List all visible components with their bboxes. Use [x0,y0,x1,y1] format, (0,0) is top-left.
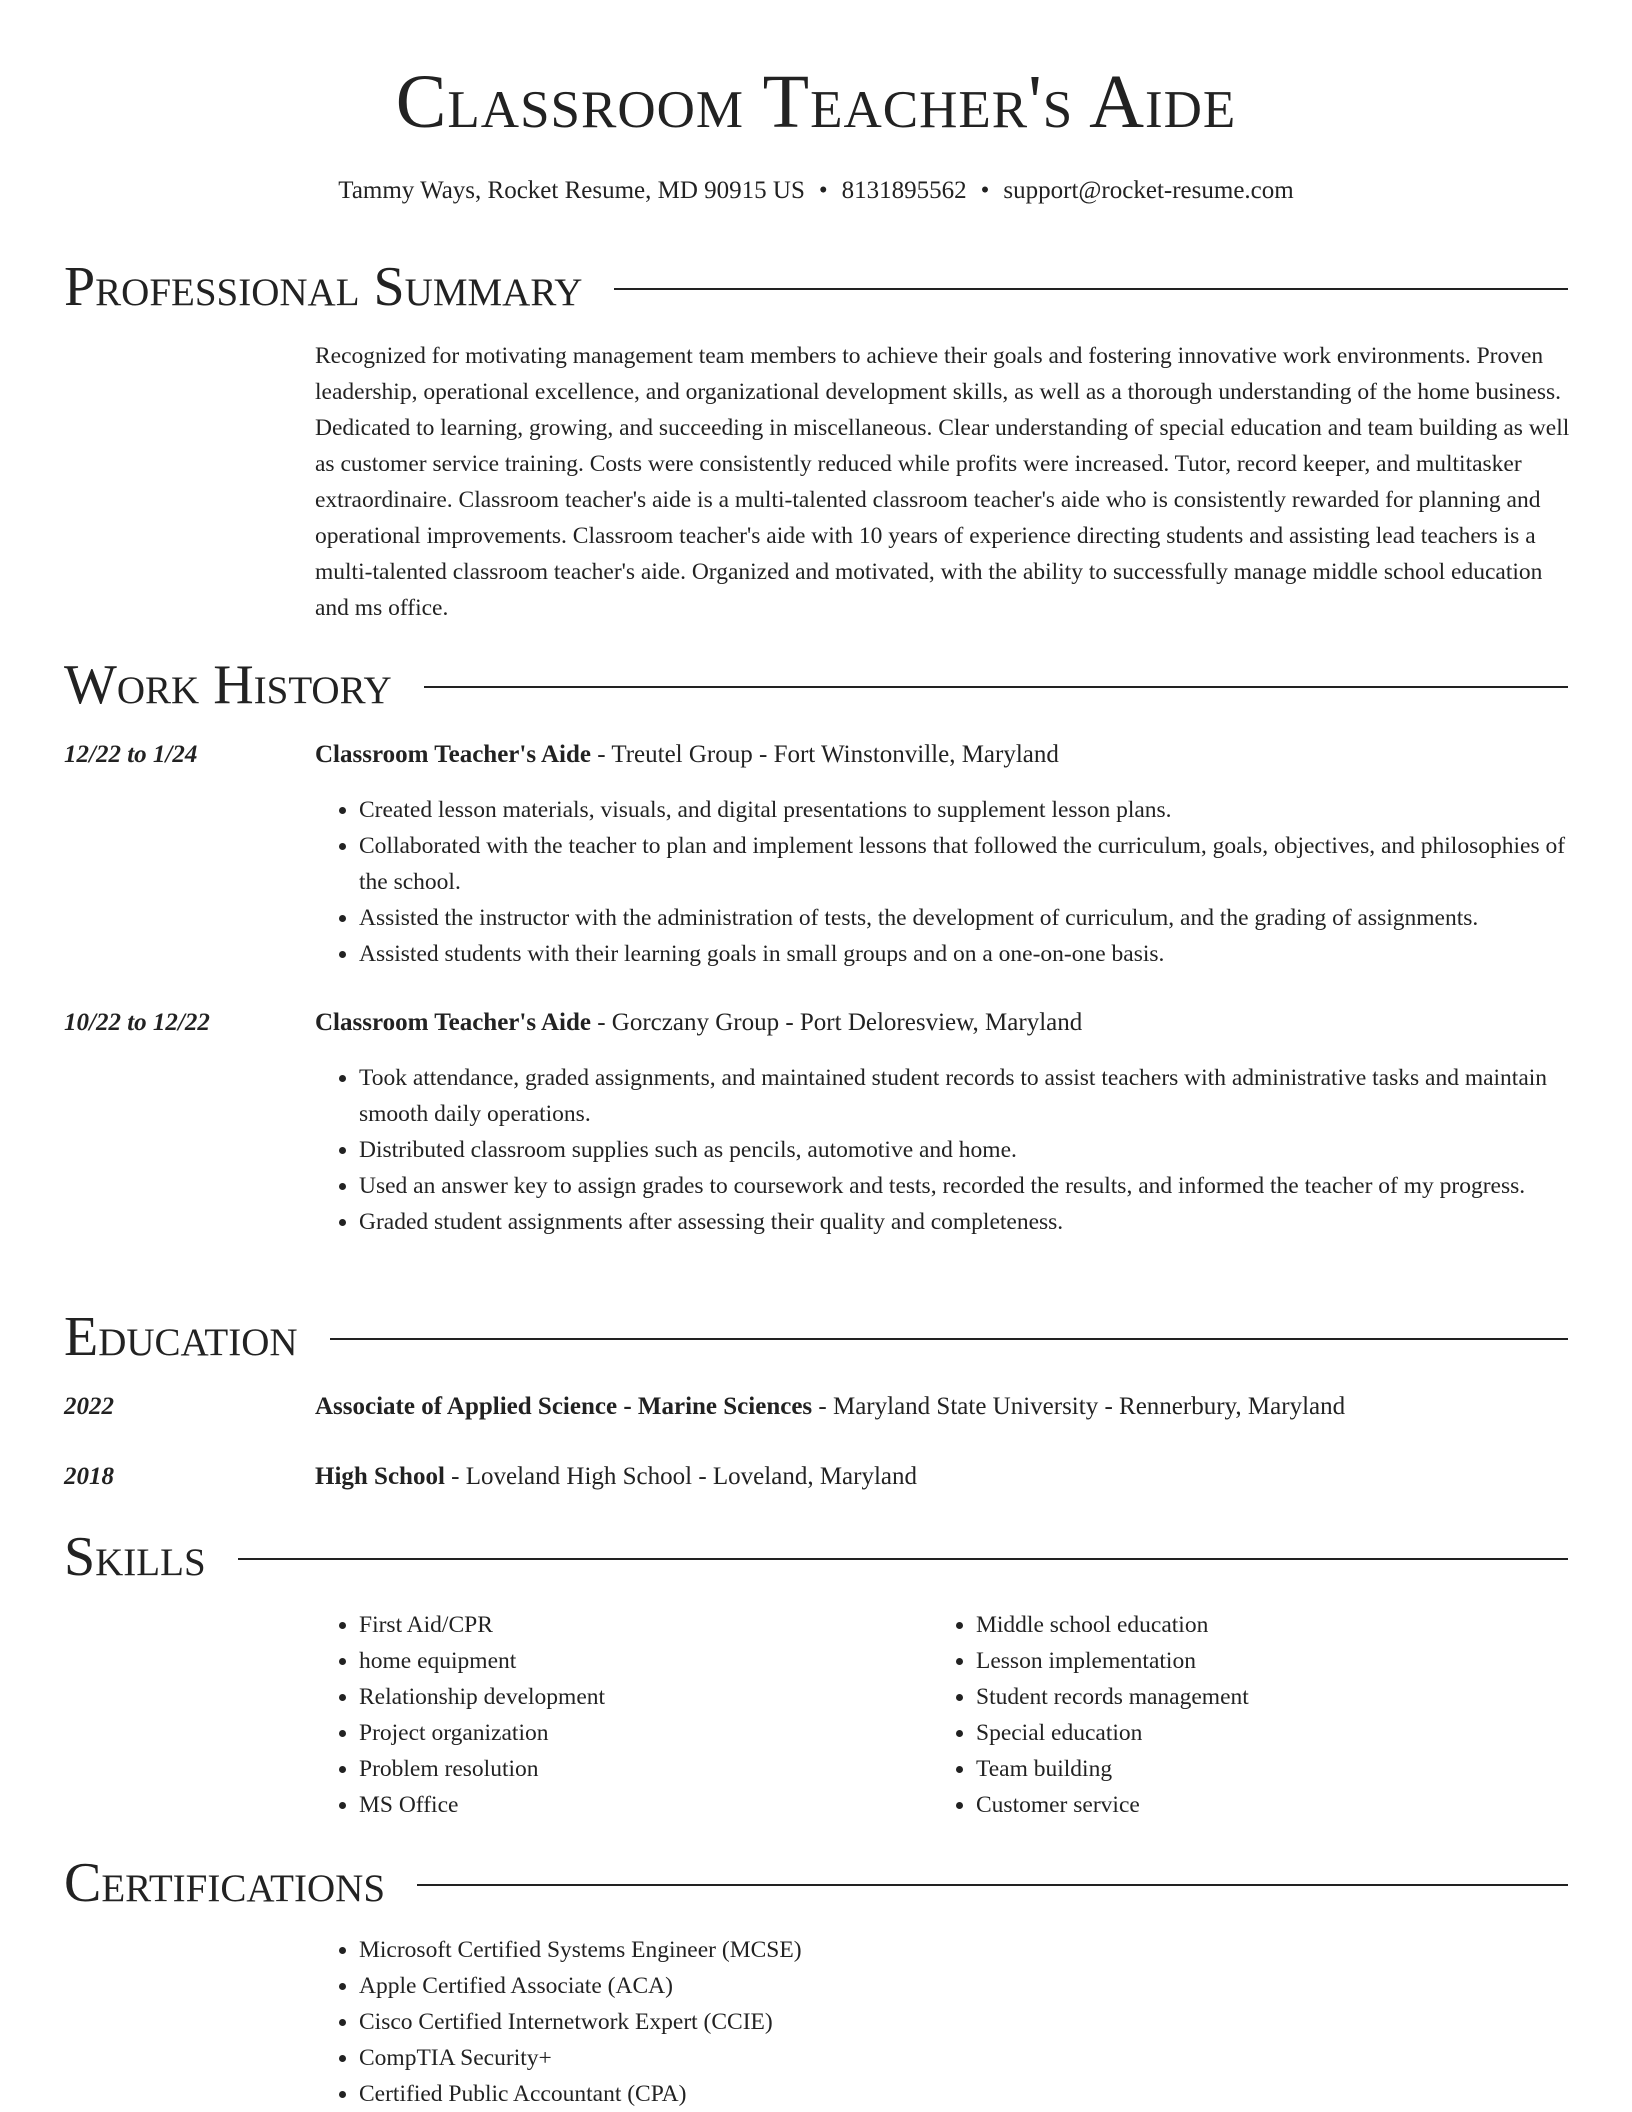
certification-item: • Certified Public Accountant (CPA) [359,2076,1559,2112]
list-item: • Created lesson materials, visuals, and digital presentations to supplement lesson plans. [359,792,1571,828]
section-heading-work-history [64,650,1568,720]
section-heading-summary [64,252,1568,322]
section-divider [417,1884,1568,1886]
job-heading [315,1006,1571,1040]
skills-list-left [315,1607,959,1823]
job-details: - Treutel Group - Fort Winstonville, Maryland [590,741,1059,768]
skill-item: • Student records management [976,1679,1576,1715]
job-dates: 10/22 to 12/22 [64,1009,210,1036]
job-bullets [315,792,1571,972]
education-degree: High School [315,1463,445,1490]
list-item: • Distributed classroom supplies such as pencils, automotive and home. [359,1132,1571,1168]
education-degree: Associate of Applied Science - Marine Sciences [315,1393,813,1420]
section-heading-label: Education [64,1306,298,1368]
skill-item: • Customer service [976,1787,1576,1823]
job-dates: 12/22 to 1/24 [64,741,198,768]
skill-item: • Problem resolution [359,1751,959,1787]
page-title: Classroom Teacher's Aide [395,60,1237,144]
contact-line [0,174,1632,208]
skill-item: • Lesson implementation [976,1643,1576,1679]
skill-item: • Middle school education [976,1607,1576,1643]
section-heading-education [64,1302,1568,1372]
skill-item: • Relationship development [359,1679,959,1715]
education-details: - Maryland State University - Rennerbury, Maryland [812,1393,1346,1420]
education-entry [315,1390,1571,1424]
job-title: Classroom Teacher's Aide [315,741,591,768]
contact-separator: • [818,177,828,204]
contact-email: support@rocket-resume.com [1003,177,1294,204]
education-entry [315,1460,1571,1494]
certification-item: • Cisco Certified Internetwork Expert (CCIE) [359,2004,1559,2040]
certification-item: • Apple Certified Associate (ACA) [359,1968,1559,2004]
section-heading-label: Work History [64,654,392,716]
certifications-list [315,1932,1559,2112]
list-item: • Took attendance, graded assignments, and maintained student records to assist teachers with administrative tasks and maintain smooth daily operations. [359,1060,1571,1132]
section-divider [614,288,1568,290]
certification-item: • Microsoft Certified Systems Engineer (MCSE) [359,1932,1559,1968]
summary-paragraph: Recognized for motivating management team members to achieve their goals and fostering innovative work environments. Proven leadership, operational excellence, and organizational development skills, as well as a thorough understanding of the home business. Dedicated to learning, growing, and succeeding in miscellaneous. Clear understanding of special education and team building as well as customer service training. Costs were consistently reduced while profits were increased. Tutor, record keeper, and multitasker extraordinaire. Classroom teacher's aide is a multi-talented classroom teacher's aide who is consistently rewarded for planning and operational improvements. Classroom teacher's aide with 10 years of experience directing students and assisting lead teachers is a multi-talented classroom teacher's aide. Organized and motivated, with the ability to successfully manage middle school education and ms office. [315,343,1570,621]
section-divider [238,1558,1568,1560]
skill-item: • home equipment [359,1643,959,1679]
certification-item: • CompTIA Security+ [359,2040,1559,2076]
section-heading-label: Skills [64,1526,206,1588]
education-details: - Loveland High School - Loveland, Maryland [444,1463,918,1490]
skills-list-right [932,1607,1576,1823]
skill-item: • Project organization [359,1715,959,1751]
list-item: • Collaborated with the teacher to plan and implement lessons that followed the curriculum, goals, objectives, and philosophies of the school. [359,828,1571,900]
skill-item: • Team building [976,1751,1576,1787]
section-heading-label: Certifications [64,1852,386,1914]
list-item: • Assisted students with their learning goals in small groups and on a one-on-one basis. [359,936,1571,972]
section-divider [424,686,1568,688]
skill-item: • Special education [976,1715,1576,1751]
contact-address: Tammy Ways, Rocket Resume, MD 90915 US [338,177,805,204]
section-heading-certifications [64,1848,1568,1918]
list-item: • Graded student assignments after assessing their quality and completeness. [359,1204,1571,1240]
job-heading [315,738,1571,772]
contact-phone: 8131895562 [841,177,967,204]
contact-separator: • [980,177,990,204]
education-year: 2018 [64,1463,114,1490]
section-heading-skills [64,1522,1568,1592]
list-item: • Assisted the instructor with the administration of tests, the development of curriculum, and the grading of assignments. [359,900,1571,936]
job-details: - Gorczany Group - Port Deloresview, Maryland [590,1009,1083,1036]
skill-item: • First Aid/CPR [359,1607,959,1643]
job-title: Classroom Teacher's Aide [315,1009,591,1036]
education-year: 2022 [64,1393,114,1420]
section-divider [330,1338,1568,1340]
skill-item: • MS Office [359,1787,959,1823]
section-heading-label: Professional Summary [64,256,583,318]
job-bullets [315,1060,1571,1240]
list-item: • Used an answer key to assign grades to coursework and tests, recorded the results, and informed the teacher of my progress. [359,1168,1571,1204]
